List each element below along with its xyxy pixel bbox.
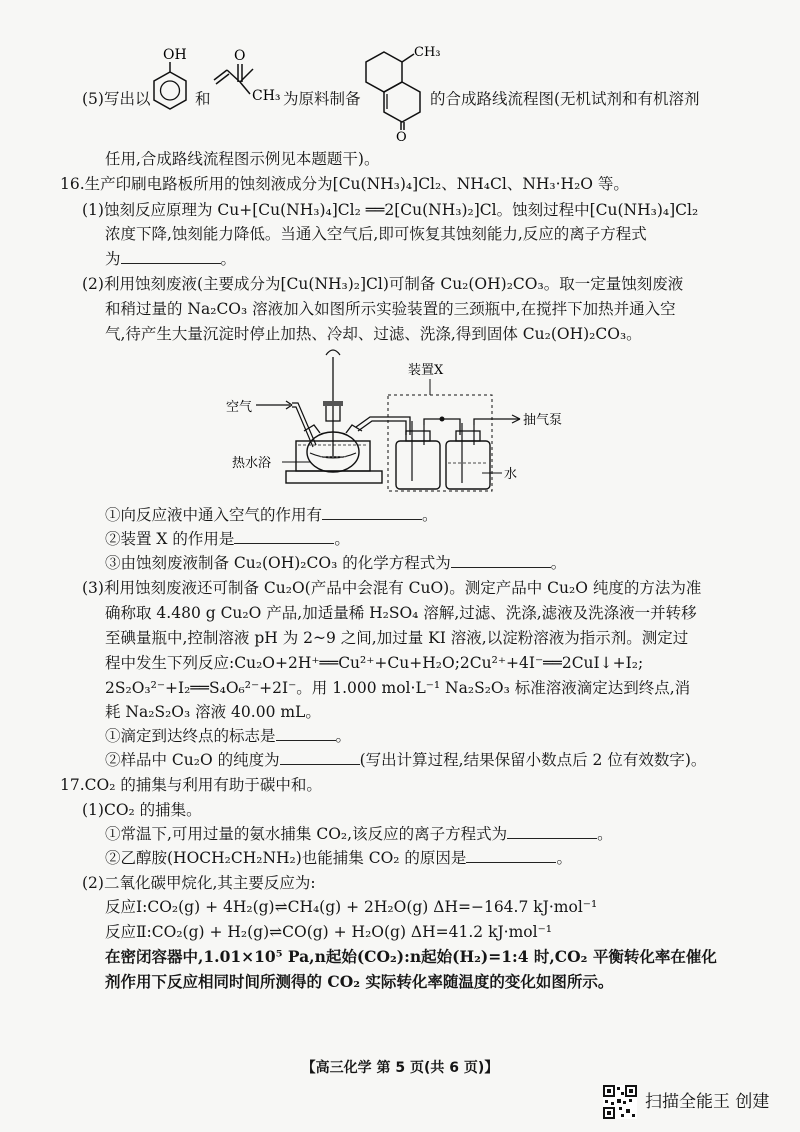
phenol-structure-icon	[150, 42, 190, 122]
answer-blank[interactable]	[276, 726, 336, 741]
label-pump: 抽气泵	[523, 413, 563, 428]
q17-p2: (2)二氧化碳甲烷化,其主要反应为:	[82, 874, 316, 892]
q16-p2-q2: ②装置 X 的作用是 。	[105, 530, 350, 548]
q15-part5-suffix: 为原料制备	[283, 90, 361, 108]
q16-p2-q3: ③由蚀刻废液制备 Cu₂(OH)₂CO₃ 的化学方程式为 。	[105, 554, 567, 572]
q16-p3-q2: ②样品中 Cu₂O 的纯度为 (写出计算过程,结果保留小数点后 2 位有效数字)。	[105, 751, 707, 769]
apparatus-diagram	[220, 345, 600, 495]
q16-p3-line1: (3)利用蚀刻废液还可制备 Cu₂O(产品中会混有 CuO)。测定产品中 Cu₂O 纯度的方法为准	[82, 579, 702, 597]
answer-blank[interactable]	[466, 848, 556, 863]
answer-blank[interactable]	[234, 529, 334, 544]
label-bath: 热水浴	[232, 456, 272, 471]
q15-and: 和	[195, 90, 211, 108]
q16-p3-line2: 确称取 4.480 g Cu₂O 产品,加适量稀 H₂SO₄ 溶解,过滤、洗涤,滤液及洗涤液一并转移	[105, 604, 697, 622]
q17-intro: 17.CO₂ 的捕集与利用有助于碳中和。	[60, 776, 322, 794]
q16-p3-line6: 耗 Na₂S₂O₃ 溶液 40.00 mL。	[105, 703, 321, 721]
label-water: 水	[504, 467, 518, 482]
q16-p1-line3: 为 。	[105, 250, 237, 268]
q16-p2-line1: (2)利用蚀刻废液(主要成分为[Cu(NH₃)₂]Cl)可制备 Cu₂(OH)₂CO₃。取一定量蚀刻废液	[82, 275, 684, 293]
q16-p3-line5: 2S₂O₃²⁻+I₂══S₄O₆²⁻+2I⁻。用 1.000 mol·L⁻¹ Na₂S₂O₃ 标准溶液滴定达到终点,消	[105, 679, 691, 697]
product-methyl-label: CH₃	[414, 45, 441, 60]
q16-p2-q1: ①向反应液中通入空气的作用有 。	[105, 506, 438, 524]
q15-part5-prefix: (5)写出以	[82, 90, 151, 108]
q17-reaction2: 反应Ⅱ:CO₂(g) + H₂(g)⇌CO(g) + H₂O(g) ΔH=41.2 kJ·mol⁻¹	[105, 923, 552, 941]
q17-p1-q1: ①常温下,可用过量的氨水捕集 CO₂,该反应的离子方程式为 。	[105, 825, 613, 843]
q16-p1-line1: (1)蚀刻反应原理为 Cu+[Cu(NH₃)₄]Cl₂ ══2[Cu(NH₃)₂]Cl。蚀刻过程中[Cu(NH₃)₄]Cl₂	[82, 201, 699, 219]
svg-text:O: O	[234, 48, 246, 64]
q17-p2-line1: 在密闭容器中,1.01×10⁵ Pa,n起始(CO₂):n起始(H₂)=1:4 时,CO₂ 平衡转化率在催化	[105, 947, 717, 966]
label-device-x: 装置X	[408, 363, 444, 378]
answer-blank[interactable]	[121, 249, 221, 264]
phenol-oh-label: OH	[163, 47, 187, 63]
qr-code-icon	[603, 1085, 637, 1119]
q15-line2: 任用,合成路线流程图示例见本题题干)。	[105, 150, 380, 168]
q16-p1-line2: 浓度下降,蚀刻能力降低。当通入空气后,即可恢复其蚀刻能力,反应的离子方程式	[105, 225, 647, 243]
q16-p3-line4: 程中发生下列反应:Cu₂O+2H⁺══Cu²⁺+Cu+H₂O;2Cu²⁺+4I⁻══2CuI↓+I₂;	[105, 654, 644, 672]
q16-p2-line2: 和稍过量的 Na₂CO₃ 溶液加入如图所示实验装置的三颈瓶中,在搅拌下加热并通入空	[105, 300, 676, 318]
answer-blank[interactable]	[451, 553, 551, 568]
ketone-ch3-label: CH₃	[252, 88, 281, 104]
answer-blank[interactable]	[507, 824, 597, 839]
scanner-brand: 扫描全能王 创建	[645, 1092, 770, 1112]
q16-p3-line3: 至碘量瓶中,控制溶液 pH 为 2~9 之间,加过量 KI 溶液,以淀粉溶液为指示剂。测定过	[105, 629, 689, 647]
q16-p2-line3: 气,待产生大量沉淀时停止加热、冷却、过滤、洗涤,得到固体 Cu₂(OH)₂CO₃。	[105, 325, 642, 343]
q15-part5-tail: 的合成路线流程图(无机试剂和有机溶剂	[430, 90, 700, 108]
q17-reaction1: 反应Ⅰ:CO₂(g) + 4H₂(g)⇌CH₄(g) + 2H₂O(g) ΔH=−164.7 kJ·mol⁻¹	[105, 898, 598, 916]
q16-intro: 16.生产印刷电路板所用的蚀刻液成分为[Cu(NH₃)₄]Cl₂、NH₄Cl、NH₃·H₂O 等。	[60, 175, 629, 193]
answer-blank[interactable]	[322, 505, 422, 520]
methyl-vinyl-ketone-structure-icon	[210, 42, 288, 112]
q16-p3-q1: ①滴定到达终点的标志是 。	[105, 727, 352, 745]
label-air: 空气	[226, 400, 253, 415]
svg-text:O: O	[396, 130, 407, 142]
q17-p1: (1)CO₂ 的捕集。	[82, 801, 202, 819]
q17-p2-line2: 剂作用下反应相同时间所测得的 CO₂ 实际转化率随温度的变化如图所示。	[105, 972, 614, 991]
q17-p1-q2: ②乙醇胺(HOCH₂CH₂NH₂)也能捕集 CO₂ 的原因是 。	[105, 849, 572, 867]
page-footer: 【高三化学 第 5 页(共 6 页)】	[301, 1060, 499, 1076]
answer-blank[interactable]	[280, 750, 360, 765]
